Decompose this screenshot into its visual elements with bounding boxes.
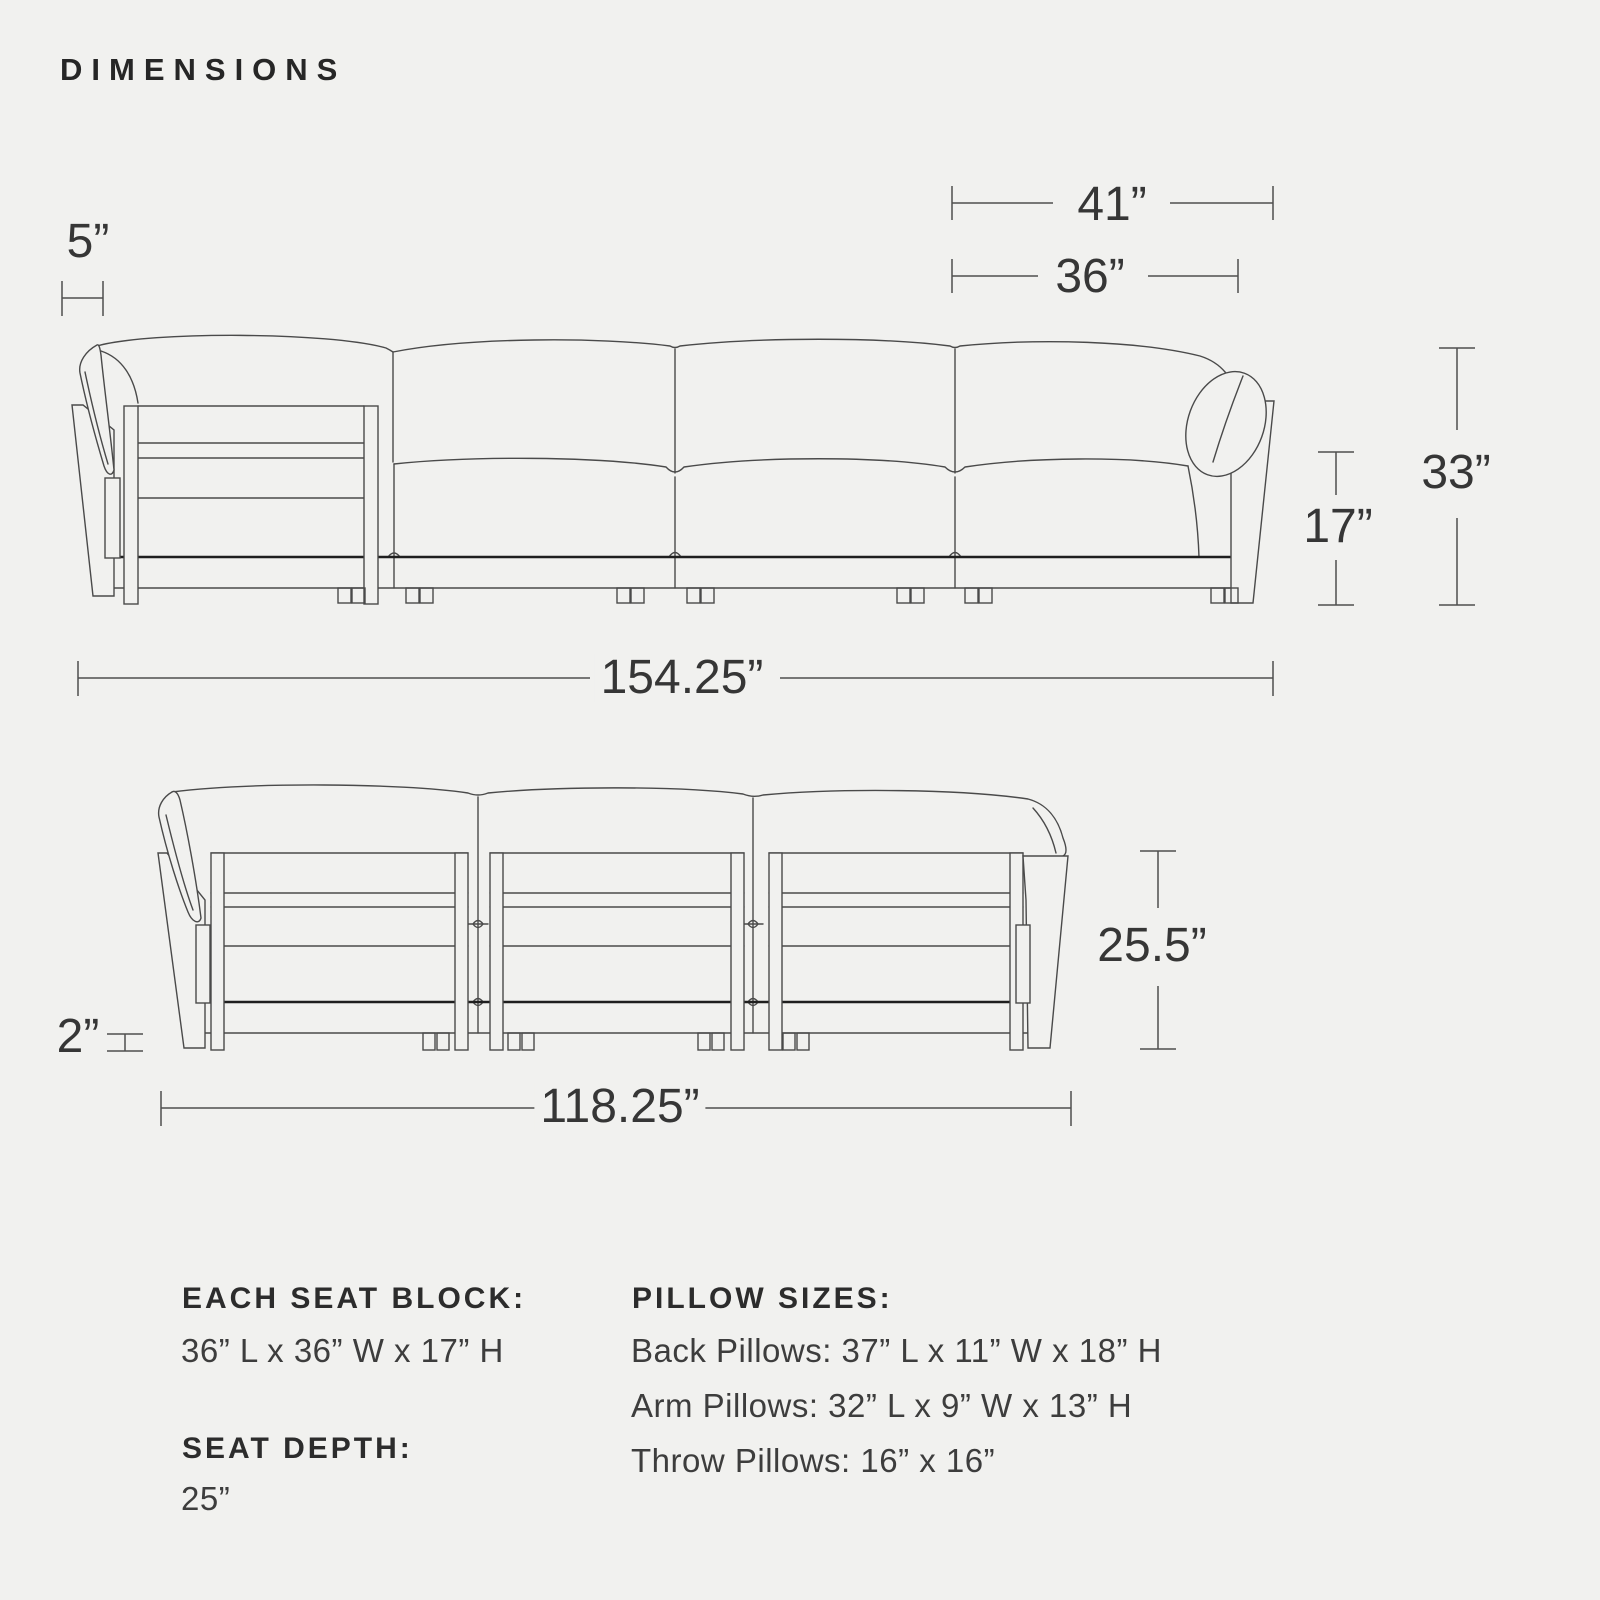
dim-label-seat-height: 17” (1297, 503, 1378, 551)
page-title: DIMENSIONS (60, 52, 347, 87)
side-view-drawing (72, 335, 1280, 604)
dim-label-frame-height: 25.5” (1091, 922, 1212, 970)
seat-depth-value: 25” (181, 1480, 231, 1517)
corner-frame-post (124, 406, 138, 604)
corner-frame-post (364, 406, 378, 604)
dim-label-overall-height: 33” (1415, 449, 1496, 497)
dim-line-arm-width (62, 281, 103, 316)
seat-depth-heading: SEAT DEPTH: (182, 1432, 413, 1465)
dim-label-arm-width: 5” (61, 218, 116, 266)
back-view-drawing (158, 785, 1068, 1050)
left-arm-bracket (105, 478, 120, 558)
back-view-legs (423, 1033, 809, 1050)
pillow-arm-value: Arm Pillows: 32” L x 9” W x 13” H (631, 1387, 1133, 1424)
back-cushion-outline (172, 785, 1066, 856)
dim-label-corner-width: 41” (1071, 181, 1152, 229)
dim-label-total-length: 154.25” (595, 654, 770, 702)
side-seat-junction-line (394, 458, 1188, 472)
pillow-throw-value: Throw Pillows: 16” x 16” (631, 1442, 996, 1479)
seat-block-value: 36” L x 36” W x 17” H (181, 1332, 504, 1369)
module-seams (468, 797, 763, 1033)
pillow-sizes-heading: PILLOW SIZES: (632, 1282, 893, 1315)
dim-label-leg-height: 2” (51, 1013, 106, 1061)
back-right-arm-bracket (1016, 925, 1030, 1003)
frame-rails-module-3 (769, 853, 1023, 946)
dim-label-seat-width: 36” (1049, 253, 1130, 301)
frame-rails-module-1 (211, 853, 468, 946)
base-outline (104, 557, 1238, 588)
frame-rails-module-2 (490, 853, 744, 946)
seat-block-heading: EACH SEAT BLOCK: (182, 1282, 527, 1315)
corner-frame-rails (138, 406, 364, 498)
side-back-cushion-outline (97, 335, 1238, 400)
dim-line-leg-height (107, 1034, 143, 1051)
dim-label-overall-depth: 118.25” (534, 1083, 705, 1131)
back-frame-posts (211, 853, 1023, 1050)
back-left-arm-bracket (196, 925, 210, 1003)
side-view-legs (338, 588, 1238, 603)
pillow-back-value: Back Pillows: 37” L x 11” W x 18” H (631, 1332, 1162, 1369)
